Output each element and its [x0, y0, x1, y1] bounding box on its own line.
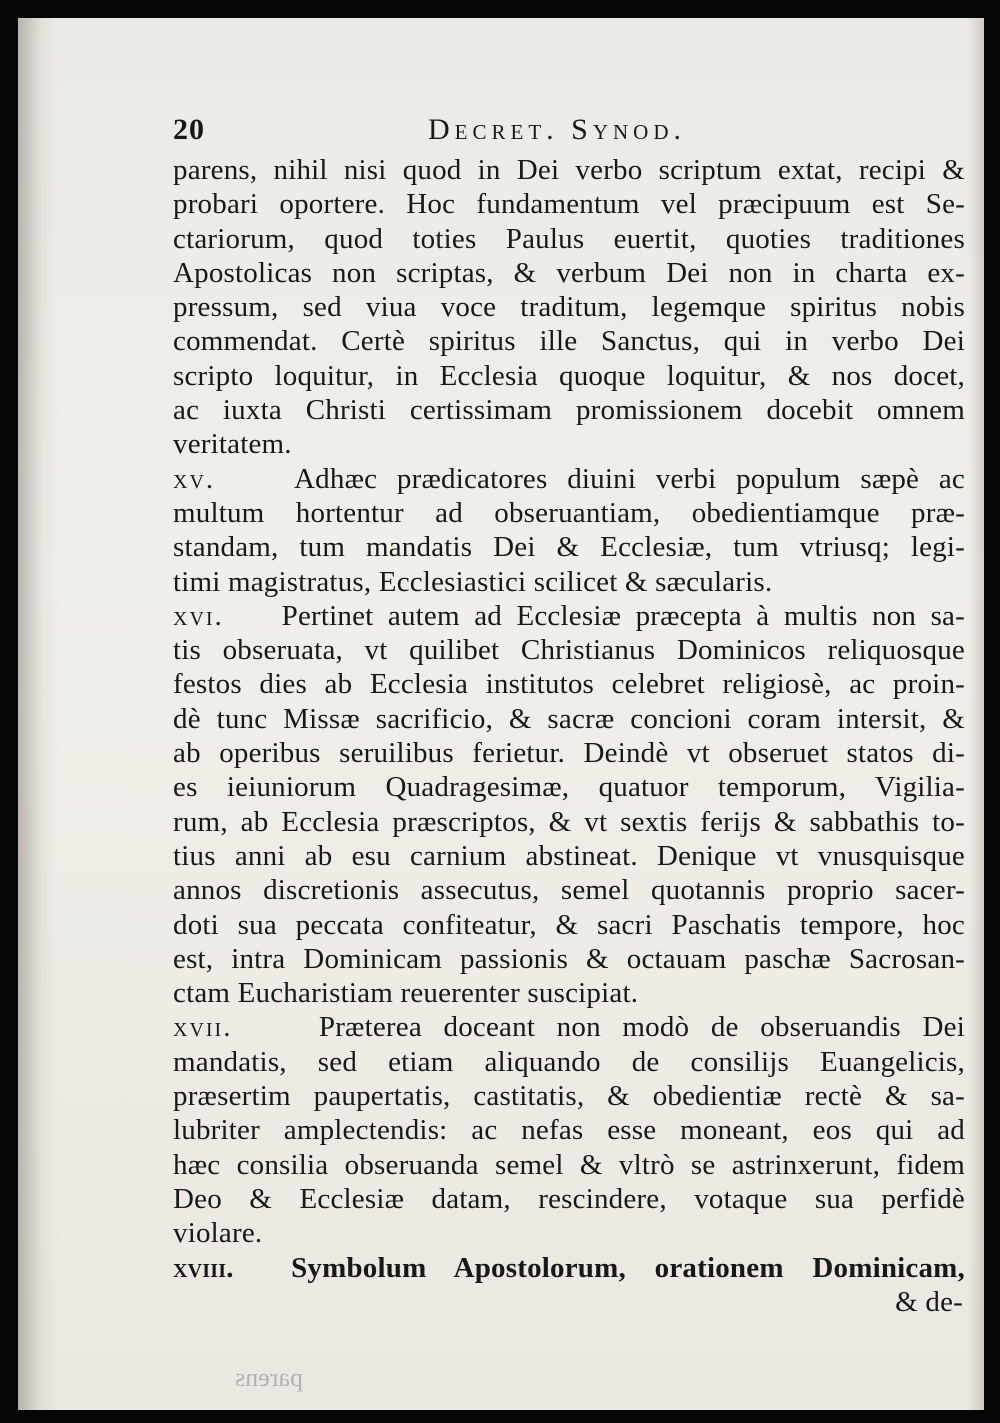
section-first-line — [173, 1010, 965, 1044]
text-line: dè tunc Missæ sacrificio, & sacræ concioni coram intersit, & — [173, 702, 965, 735]
text-line: ctariorum, quod toties Paulus euertit, quoties traditiones — [173, 222, 965, 255]
text-line: Apostolicas non scriptas, & verbum Dei non in charta ex- — [173, 256, 965, 289]
text-line: lubriter amplectendis: ac nefas esse moneant, eos qui ad — [173, 1114, 965, 1147]
gutter-shadow — [18, 18, 58, 1410]
section-numeral: xvi. — [173, 599, 224, 632]
text-line: multum hortentur ad obseruantiam, obedientiamque præ- — [173, 496, 965, 529]
text-block — [173, 113, 965, 1319]
book-page — [18, 18, 984, 1410]
text-line: Deo & Ecclesiæ datam, rescindere, votaque sua perfidè — [173, 1182, 965, 1215]
catchword: & de- — [895, 1285, 963, 1318]
text-line: veritatem. — [173, 428, 292, 461]
section-first-line — [173, 1251, 965, 1285]
page-edge — [968, 18, 984, 1410]
text-line: præsertim paupertatis, castitatis, & obedientiæ rectè & sa- — [173, 1080, 965, 1113]
section-numeral: xvii. — [173, 1011, 233, 1044]
text-line: Symbolum Apostolorum, orationem Dominicam, — [291, 1251, 965, 1284]
page-number: 20 — [173, 113, 205, 146]
section-numeral: xv. — [173, 462, 216, 495]
text-line: mandatis, sed etiam aliquando de consilijs Euangelicis, — [173, 1045, 965, 1078]
text-line: ab operibus seruilibus ferietur. Deindè vt obseruet statos di- — [173, 737, 965, 770]
text-line: parens, nihil nisi quod in Dei verbo scriptum extat, recipi & — [173, 154, 965, 186]
text-line: tis obseruata, vt quilibet Christianus Dominicos reliquosque — [173, 634, 965, 667]
text-line: timi magistratus, Ecclesiastici scilicet & sæcularis. — [173, 565, 773, 598]
text-line: rum, ab Ecclesia præscriptos, & vt sextis ferijs & sabbathis to- — [173, 805, 965, 838]
text-line: pressum, sed viua voce traditum, legemque spiritus nobis — [173, 291, 965, 324]
running-title: Decret. Synod. — [428, 113, 687, 146]
section-first-line — [173, 462, 965, 496]
text-line: est, intra Dominicam passionis & octauam paschæ Sacrosan- — [173, 942, 965, 975]
text-line: es ieiuniorum Quadragesimæ, quatuor temporum, Vigilia- — [173, 771, 965, 804]
text-line: Præterea doceant non modò de obseruandis Dei — [318, 1011, 965, 1044]
text-line: ac iuxta Christi certissimam promissionem docebit omnem — [173, 394, 965, 427]
text-line: violare. — [173, 1217, 263, 1250]
section-numeral: xviii. — [173, 1251, 234, 1284]
text-line: doti sua peccata confiteatur, & sacri Paschatis tempore, hoc — [173, 908, 965, 941]
show-through-text: parens — [235, 1363, 303, 1392]
text-line: Adhæc prædicatores diuini verbi populum sæpè ac — [294, 462, 965, 495]
section-xvii — [173, 1010, 965, 1250]
text-line: probari oportere. Hoc fundamentum vel præcipuum est Se- — [173, 188, 965, 221]
text-line: annos discretionis assecutus, semel quotannis proprio sacer- — [173, 874, 965, 907]
running-head — [173, 113, 965, 153]
section-xv — [173, 462, 965, 599]
text-line: Pertinet autem ad Ecclesiæ præcepta à multis non sa- — [281, 599, 965, 632]
text-line: scripto loquitur, in Ecclesia quoque loquitur, & nos docet, — [173, 359, 965, 392]
text-line: standam, tum mandatis Dei & Ecclesiæ, tum vtriusq; legi- — [173, 531, 965, 564]
text-line: festos dies ab Ecclesia institutos celebret religiosè, ac proin- — [173, 668, 965, 701]
section-xviii — [173, 1251, 965, 1320]
section-xvi — [173, 599, 965, 1011]
section-first-line — [173, 599, 965, 633]
text-line: commendat. Certè spiritus ille Sanctus, qui in verbo Dei — [173, 325, 965, 358]
text-line: ctam Eucharistiam reuerenter suscipiat. — [173, 977, 639, 1010]
text-line: tius anni ab esu carnium abstineat. Denique vt vnusquisque — [173, 839, 965, 872]
text-line: hæc consilia obseruanda semel & vltrò se astrinxerunt, fidem — [173, 1148, 965, 1181]
opening-paragraph — [173, 153, 965, 462]
